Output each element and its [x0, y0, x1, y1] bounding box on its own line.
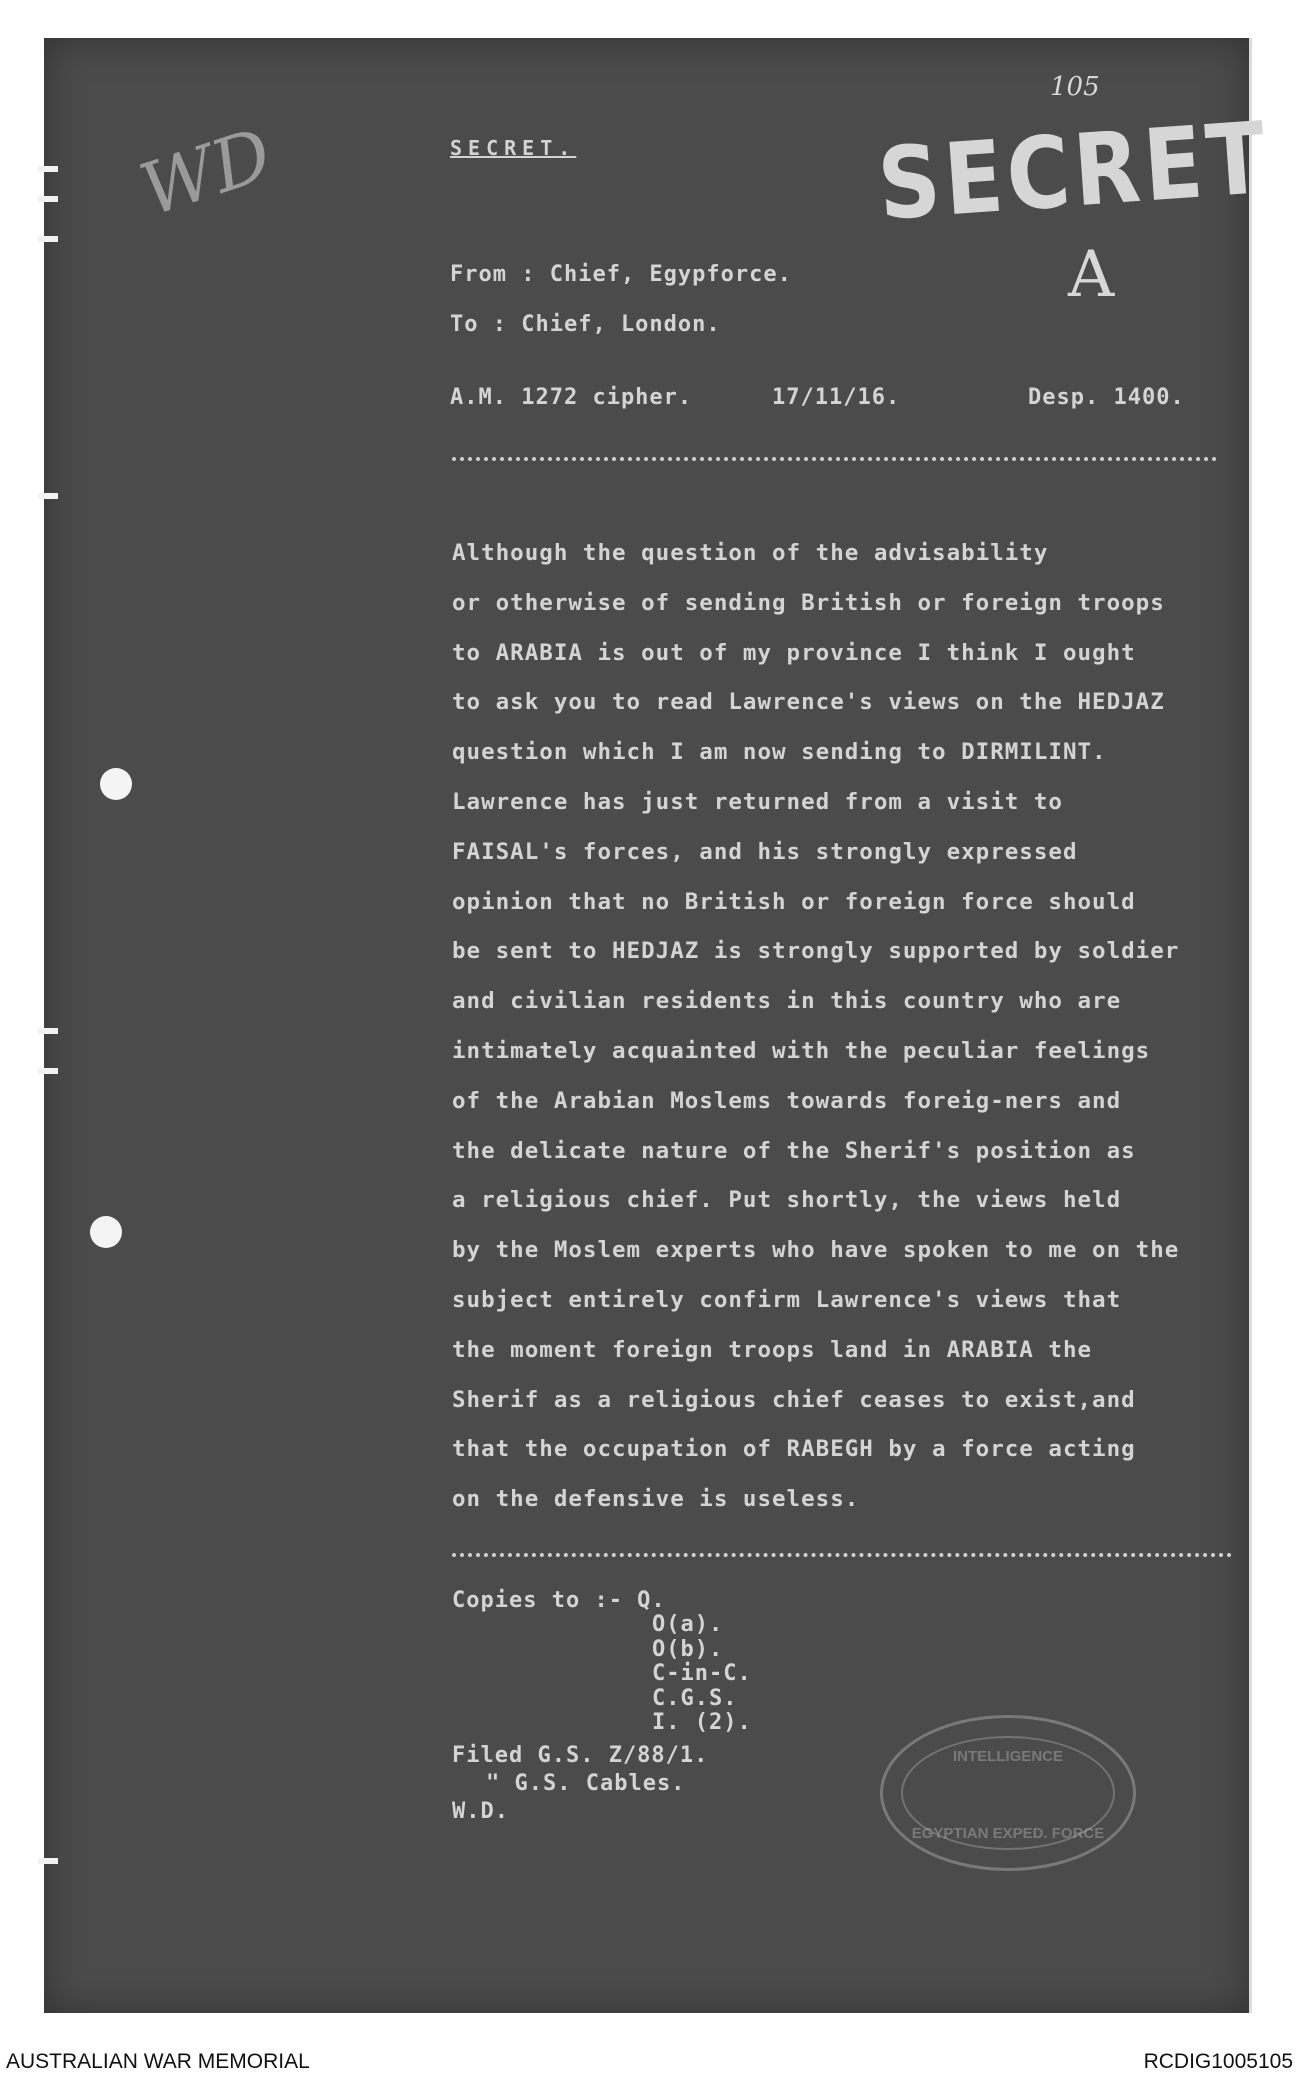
- edge-tab: [38, 1028, 58, 1034]
- edge-tab: [38, 1858, 58, 1864]
- wd-reference: W.D.: [452, 1799, 509, 1824]
- received-stamp-top-text: INTELLIGENCE: [952, 1748, 1063, 1765]
- copy-recipient: O(b).: [652, 1636, 724, 1662]
- body-line: Lawrence has just returned from a visit to: [452, 789, 1063, 815]
- body-divider: [452, 1553, 1232, 1557]
- received-stamp-bottom-text: EGYPTIAN EXPED. FORCE: [911, 1825, 1105, 1842]
- despatch-time: Desp. 1400.: [1028, 385, 1185, 410]
- body-line: to ARABIA is out of my province I think I ought: [452, 639, 1136, 666]
- body-line: to ask you to read Lawrence's views on the HEDJAZ: [452, 689, 1165, 716]
- from-line: From : Chief, Egypforce.: [450, 262, 792, 287]
- copies-label: Copies to :- Q.: [452, 1588, 666, 1613]
- handwritten-annotation: A: [1068, 238, 1115, 312]
- copy-recipient: C.G.S.: [652, 1685, 738, 1711]
- body-line: question which I am now sending to DIRMILINT.: [452, 739, 1107, 766]
- copy-recipient: C-in-C.: [652, 1661, 752, 1686]
- filed-ditto-reference: " G.S. Cables.: [486, 1771, 686, 1796]
- message-date: 17/11/16.: [772, 385, 901, 410]
- body-line: opinion that no British or foreign force should: [452, 888, 1136, 915]
- secret-stamp: SECRET: [874, 100, 1273, 244]
- body-line: intimately acquainted with the peculiar feelings: [452, 1038, 1151, 1064]
- body-line: on the defensive is useless.: [452, 1486, 860, 1513]
- handwritten-initials: WD: [130, 111, 282, 233]
- received-stamp: [880, 1715, 1136, 1871]
- body-line: be sent to HEDJAZ is strongly supported by soldier: [452, 938, 1180, 965]
- institution-credit: AUSTRALIAN WAR MEMORIAL: [6, 2050, 310, 2073]
- body-line: Sherif as a religious chief ceases to exist,and: [452, 1386, 1136, 1413]
- body-line: of the Arabian Moslems towards foreig-ners and: [452, 1087, 1122, 1114]
- edge-tab: [38, 493, 58, 499]
- to-line: To : Chief, London.: [450, 312, 721, 337]
- punch-hole: [90, 1216, 122, 1248]
- filed-reference: Filed G.S. Z/88/1.: [452, 1743, 709, 1768]
- body-line: or otherwise of sending British or foreign troops: [452, 589, 1165, 616]
- handwritten-folio-number: 105: [1050, 72, 1100, 102]
- body-line: Although the question of the advisability: [452, 540, 1049, 566]
- copy-recipient: O(a).: [652, 1612, 724, 1637]
- body-line: FAISAL's forces, and his strongly expressed: [452, 838, 1078, 865]
- edge-tab: [38, 236, 58, 242]
- header-divider: [452, 457, 1217, 461]
- document-heading: SECRET.: [450, 136, 577, 160]
- item-reference-code: RCDIG1005105: [1143, 2050, 1293, 2073]
- cipher-reference: A.M. 1272 cipher.: [450, 385, 693, 410]
- edge-tab: [38, 1068, 58, 1074]
- edge-tab: [38, 196, 58, 202]
- body-line: subject entirely confirm Lawrence's views that: [452, 1287, 1122, 1313]
- punch-hole: [100, 768, 132, 800]
- edge-tab: [38, 166, 58, 172]
- body-line: the moment foreign troops land in ARABIA the: [452, 1336, 1093, 1363]
- body-line: and civilian residents in this country who are: [452, 988, 1122, 1015]
- body-line: by the Moslem experts who have spoken to me on the: [452, 1237, 1180, 1264]
- copy-recipient: I. (2).: [652, 1710, 752, 1735]
- body-line: that the occupation of RABEGH by a force acting: [452, 1436, 1136, 1463]
- body-line: a religious chief. Put shortly, the views held: [452, 1187, 1122, 1214]
- body-line: the delicate nature of the Sherif's position as: [452, 1137, 1136, 1164]
